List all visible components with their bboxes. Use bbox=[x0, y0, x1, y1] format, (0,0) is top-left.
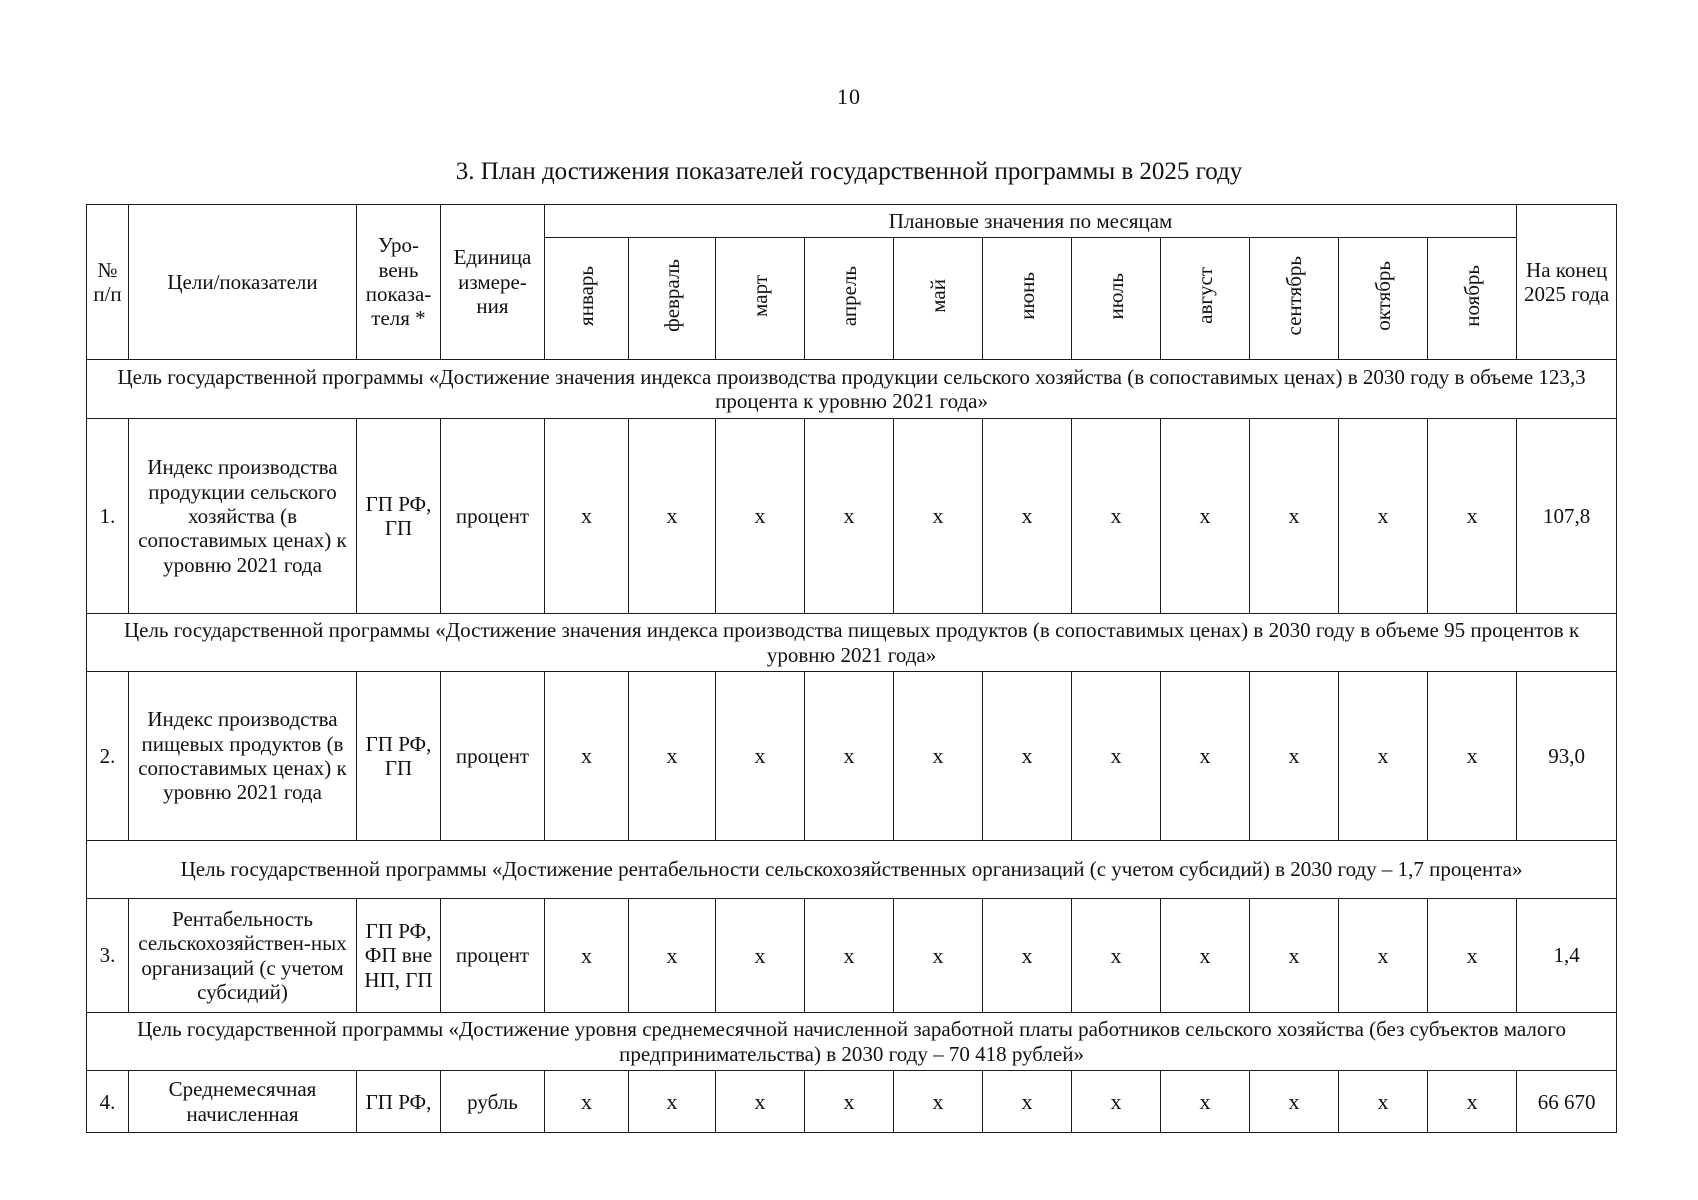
month-value: x bbox=[983, 1071, 1072, 1133]
indicator-row bbox=[87, 672, 1617, 840]
end-of-year-value: 107,8 bbox=[1517, 419, 1617, 614]
header-month-october bbox=[1339, 238, 1428, 360]
page-number: 10 bbox=[837, 84, 861, 109]
page-title: 3. План достижения показателей государственной программы в 2025 году bbox=[455, 158, 1243, 185]
indicator-level: ГП РФ, ГП bbox=[357, 672, 441, 840]
indicator-number: 3. bbox=[87, 899, 129, 1013]
month-label: апрель bbox=[836, 265, 861, 326]
header-row-top bbox=[87, 205, 1617, 238]
header-indicator-level: Уро-вень показа-теля * bbox=[357, 205, 441, 360]
indicator-unit: процент bbox=[441, 672, 545, 840]
end-of-year-value: 93,0 bbox=[1517, 672, 1617, 840]
month-label: октябрь bbox=[1370, 260, 1395, 331]
month-value: x bbox=[1072, 672, 1161, 840]
goal-statement: Цель государственной программы «Достижение значения индекса производства пищевых продуктов (в сопоставимых ценах) в 2030 году в объеме 95 процентов к уровню 2021 года» bbox=[87, 613, 1617, 671]
header-month-june bbox=[983, 238, 1072, 360]
indicator-name: Индекс производства пищевых продуктов (в сопоставимых ценах) к уровню 2021 года bbox=[129, 672, 357, 840]
indicator-level: ГП РФ, ФП вне НП, ГП bbox=[357, 899, 441, 1013]
month-value: x bbox=[1339, 419, 1428, 614]
month-value: x bbox=[545, 419, 629, 614]
month-value: x bbox=[1339, 1071, 1428, 1133]
month-value: x bbox=[1250, 899, 1339, 1013]
month-label: ноябрь bbox=[1459, 264, 1484, 327]
month-value: x bbox=[629, 1071, 716, 1133]
month-value: x bbox=[805, 899, 894, 1013]
month-value: x bbox=[1161, 672, 1250, 840]
month-label: сентябрь bbox=[1281, 256, 1306, 336]
header-goals-indicators: Цели/показатели bbox=[129, 205, 357, 360]
indicator-unit: процент bbox=[441, 419, 545, 614]
month-value: x bbox=[716, 899, 805, 1013]
month-value: x bbox=[545, 899, 629, 1013]
header-month-april bbox=[805, 238, 894, 360]
indicator-unit: процент bbox=[441, 899, 545, 1013]
month-value: x bbox=[1250, 1071, 1339, 1133]
month-value: x bbox=[1428, 672, 1517, 840]
indicator-row bbox=[87, 899, 1617, 1013]
header-month-january bbox=[545, 238, 629, 360]
month-label: май bbox=[925, 278, 950, 313]
indicator-name: Рентабельность сельскохозяйствен-ных организаций (с учетом субсидий) bbox=[129, 899, 357, 1013]
month-label: июнь bbox=[1014, 271, 1039, 320]
month-value: x bbox=[716, 672, 805, 840]
month-value: x bbox=[983, 672, 1072, 840]
header-month-september bbox=[1250, 238, 1339, 360]
month-value: x bbox=[805, 419, 894, 614]
goal-row bbox=[87, 360, 1617, 419]
goal-statement: Цель государственной программы «Достижение рентабельности сельскохозяйственных организаций (с учетом субсидий) в 2030 году – 1,7 процента» bbox=[87, 840, 1617, 898]
header-month-august bbox=[1161, 238, 1250, 360]
indicator-unit: рубль bbox=[441, 1071, 545, 1133]
month-value: x bbox=[1428, 899, 1517, 1013]
indicator-row bbox=[87, 1071, 1617, 1133]
goal-row bbox=[87, 613, 1617, 671]
month-value: x bbox=[545, 1071, 629, 1133]
month-value: x bbox=[1428, 1071, 1517, 1133]
table-header bbox=[87, 205, 1617, 360]
header-end-of-year: На конец 2025 года bbox=[1517, 205, 1617, 360]
goal-statement: Цель государственной программы «Достижение уровня среднемесячной начисленной заработной платы работников сельского хозяйства (без субъектов малого предпринимательства) в 2030 году – 70 418 рублей» bbox=[87, 1013, 1617, 1071]
month-label: март bbox=[747, 274, 772, 317]
goal-row bbox=[87, 840, 1617, 898]
header-planned-by-month: Плановые значения по месяцам bbox=[545, 205, 1517, 238]
indicator-number: 2. bbox=[87, 672, 129, 840]
header-number: № п/п bbox=[87, 205, 129, 360]
indicators-plan-table bbox=[86, 204, 1617, 1133]
header-month-july bbox=[1072, 238, 1161, 360]
goal-statement: Цель государственной программы «Достижение значения индекса производства продукции сельского хозяйства (в сопоставимых ценах) в 2030 году в объеме 123,3 процента к уровню 2021 года» bbox=[87, 360, 1617, 419]
month-value: x bbox=[629, 899, 716, 1013]
month-value: x bbox=[1072, 419, 1161, 614]
month-value: x bbox=[894, 899, 983, 1013]
month-value: x bbox=[1161, 419, 1250, 614]
month-value: x bbox=[805, 1071, 894, 1133]
header-month-november bbox=[1428, 238, 1517, 360]
month-value: x bbox=[983, 419, 1072, 614]
month-value: x bbox=[629, 419, 716, 614]
month-value: x bbox=[894, 672, 983, 840]
month-value: x bbox=[716, 1071, 805, 1133]
indicator-number: 1. bbox=[87, 419, 129, 614]
indicator-number: 4. bbox=[87, 1071, 129, 1133]
month-value: x bbox=[1250, 672, 1339, 840]
header-unit: Единица измере-ния bbox=[441, 205, 545, 360]
end-of-year-value: 66 670 bbox=[1517, 1071, 1617, 1133]
indicator-name: Индекс производства продукции сельского хозяйства (в сопоставимых ценах) к уровню 2021 года bbox=[129, 419, 357, 614]
month-label: август bbox=[1192, 267, 1217, 325]
table-body bbox=[87, 360, 1617, 1133]
end-of-year-value: 1,4 bbox=[1517, 899, 1617, 1013]
indicator-level: ГП РФ, ГП bbox=[357, 419, 441, 614]
indicator-row bbox=[87, 419, 1617, 614]
header-month-march bbox=[716, 238, 805, 360]
indicator-level: ГП РФ, bbox=[357, 1071, 441, 1133]
month-value: x bbox=[983, 899, 1072, 1013]
month-label: январь bbox=[574, 265, 599, 326]
month-value: x bbox=[545, 672, 629, 840]
month-value: x bbox=[894, 1071, 983, 1133]
month-value: x bbox=[1339, 672, 1428, 840]
header-month-may bbox=[894, 238, 983, 360]
header-month-february bbox=[629, 238, 716, 360]
indicator-name: Среднемесячная начисленная bbox=[129, 1071, 357, 1133]
month-value: x bbox=[805, 672, 894, 840]
month-value: x bbox=[629, 672, 716, 840]
month-value: x bbox=[1428, 419, 1517, 614]
month-label: июль bbox=[1103, 272, 1128, 320]
month-value: x bbox=[1072, 899, 1161, 1013]
month-value: x bbox=[894, 419, 983, 614]
goal-row bbox=[87, 1013, 1617, 1071]
month-value: x bbox=[1161, 1071, 1250, 1133]
month-label: февраль bbox=[659, 259, 684, 333]
month-value: x bbox=[1072, 1071, 1161, 1133]
month-value: x bbox=[1161, 899, 1250, 1013]
month-value: x bbox=[1250, 419, 1339, 614]
month-value: x bbox=[1339, 899, 1428, 1013]
month-value: x bbox=[716, 419, 805, 614]
